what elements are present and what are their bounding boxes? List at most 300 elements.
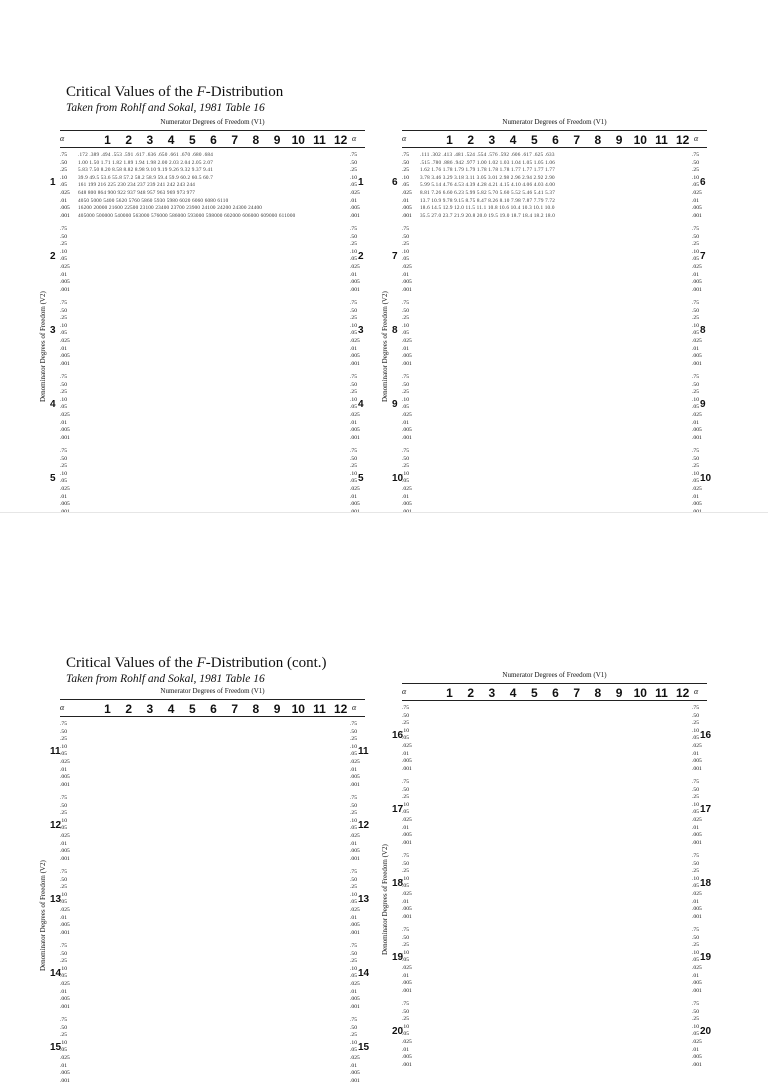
alpha-column [402,927,418,995]
alpha-value: .001 [350,212,360,219]
df-group-14 [50,943,370,1013]
alpha-value: .05 [402,478,409,485]
alpha-value: .025 [692,890,702,897]
column-header-v1-3: 3 [488,133,496,147]
column-header-v1-1: 1 [104,702,111,716]
table-row: 16200 20000 21600 22500 23100 23400 23700 23900 24100 24200 24300 24400 [78,205,263,212]
denominator-df-7: 7 [392,251,398,262]
alpha-value: .50 [402,159,409,166]
alpha-value: .025 [60,263,70,270]
alpha-value: .01 [692,750,699,757]
column-header-v1-4: 4 [167,702,175,716]
alpha-value: .75 [692,1001,699,1007]
alpha-value: .025 [350,189,360,196]
column-header-v1-11: 11 [655,133,668,147]
alpha-value: .10 [60,743,67,750]
alpha-value: .001 [402,987,412,994]
df-group-5 [50,448,365,518]
alpha-value: .025 [60,337,70,344]
alpha-value: .01 [350,493,357,500]
alpha-value: .01 [350,345,357,352]
column-header-v1-6: 6 [210,133,217,147]
alpha-value: .01 [350,988,357,995]
alpha-value: .10 [692,949,699,956]
alpha-value: .05 [402,182,409,189]
denominator-df-11: 11 [358,746,369,757]
alpha-value: .05 [402,1031,409,1038]
alpha-value: .50 [60,159,67,166]
column-header-v1-9: 9 [615,686,623,700]
alpha-value: .10 [402,875,409,882]
alpha-value: .25 [692,315,699,322]
alpha-value: .10 [692,875,699,882]
alpha-value: .001 [350,286,360,293]
denominator-df-10: 10 [392,473,404,484]
table-row: 13.7 10.9 9.78 9.15 8.75 8.47 8.26 8.10 7.98 7.87 7.79 7.72 [420,197,556,204]
alpha-value: .005 [350,848,360,855]
column-header-v1-6: 6 [552,686,559,700]
alpha-value: .01 [402,419,409,426]
alpha-value: .001 [402,360,412,367]
alpha-value: .75 [60,721,67,727]
alpha-value: .005 [692,427,702,434]
alpha-value: .005 [60,922,70,929]
alpha-value: .75 [402,152,409,158]
alpha-value: .10 [402,248,409,255]
alpha-value: .75 [350,300,357,306]
alpha-value: .001 [350,1077,360,1084]
alpha-value: .75 [692,374,699,380]
alpha-value: .025 [402,263,412,270]
alpha-value: .50 [402,860,409,867]
alpha-value: .001 [60,781,70,788]
alpha-value: .025 [350,263,360,270]
alpha-value: .005 [60,205,70,212]
table-row: 35.5 27.0 23.7 21.9 20.8 20.0 19.5 19.0 18.7 18.4 18.2 18.0 [420,212,556,219]
alpha-value: .001 [350,1003,360,1010]
alpha-value: .25 [350,389,357,396]
column-header-v1-12: 12 [676,686,690,700]
alpha-value: .50 [350,159,357,166]
denominator-df-3: 3 [358,325,364,336]
alpha-value: .01 [350,840,357,847]
column-header-row [402,686,707,700]
alpha-column [60,869,76,937]
alpha-value: .75 [60,1017,67,1023]
alpha-value: .025 [350,980,360,987]
denominator-df-20: 20 [392,1026,404,1037]
column-header-v1-6: 6 [552,133,559,147]
table-page-top [0,0,768,515]
alpha-value: .50 [692,159,699,166]
alpha-column [60,795,76,863]
alpha-value: .25 [350,463,357,470]
table-rule [60,716,365,717]
alpha-value: .001 [692,434,702,441]
alpha-column [402,853,418,921]
alpha-value: .25 [60,241,67,248]
table-rule [402,130,707,131]
alpha-value: .75 [350,795,357,801]
table-rule [402,700,707,701]
alpha-value: .005 [60,774,70,781]
alpha-value: .50 [402,233,409,240]
table-row: .515 .780 .886 .942 .977 1.00 1.02 1.03 1.04 1.05 1.05 1.06 [420,159,556,166]
alpha-value: .005 [60,848,70,855]
alpha-value: .50 [692,860,699,867]
alpha-header: α [402,134,407,143]
alpha-value: .005 [350,279,360,286]
column-header-v1-5: 5 [188,702,196,716]
table-row: 161 199 216 225 230 234 237 239 241 242 243 244 [78,182,196,189]
alpha-value: .05 [692,478,699,485]
alpha-value: .05 [692,182,699,189]
alpha-value: .25 [402,1016,409,1023]
page-title-cont: Critical Values of the F-Distribution (cont.) [66,655,327,671]
alpha-value: .10 [692,801,699,808]
denominator-df-18: 18 [392,878,404,889]
denominator-df-1: 1 [358,177,364,188]
alpha-value: .01 [60,840,67,847]
alpha-value: .01 [60,766,67,773]
alpha-value: .75 [692,152,699,158]
df-group-15 [50,1017,370,1087]
alpha-value: .005 [692,980,702,987]
alpha-value: .25 [402,868,409,875]
alpha-value: .75 [402,853,409,859]
alpha-value: .005 [350,774,360,781]
table-row: .172 .389 .494 .553 .591 .617 .636 .650 .661 .670 .680 .684 [78,152,214,158]
alpha-value: .025 [692,1038,702,1045]
alpha-value: .10 [692,248,699,255]
column-header-v1-11: 11 [313,133,326,147]
alpha-value: .025 [692,189,702,196]
alpha-value: .01 [350,1062,357,1069]
numerator-header: Numerator Degrees of Freedom (V1) [160,118,265,126]
alpha-value: .025 [402,485,412,492]
column-header-v1-9: 9 [273,133,281,147]
alpha-value: .001 [692,839,702,846]
alpha-value: .50 [402,381,409,388]
alpha-value: .05 [350,973,357,980]
alpha-value: .75 [692,705,699,711]
table-row: 405000 500000 540000 563000 576000 586000 593000 598000 602000 606000 609000 611000 [78,212,296,219]
alpha-column [402,779,418,847]
alpha-value: .05 [60,899,67,906]
denominator-df-18: 18 [700,878,712,889]
df-group-12 [50,795,370,865]
column-header-v1-4: 4 [509,686,517,700]
denominator-df-4: 4 [358,399,364,410]
alpha-value: .05 [402,809,409,816]
alpha-value: .025 [60,1054,70,1061]
alpha-value: .01 [350,197,357,204]
alpha-value: .25 [60,1032,67,1039]
alpha-column [402,226,418,294]
alpha-value: .01 [692,972,699,979]
alpha-value: .10 [350,174,357,181]
denominator-df-10: 10 [700,473,712,484]
alpha-value: .75 [350,374,357,380]
alpha-value: .50 [350,728,357,735]
alpha-value: .025 [60,832,70,839]
alpha-value: .05 [60,256,67,263]
alpha-value: .01 [402,1046,409,1053]
column-header-v1-8: 8 [594,133,602,147]
alpha-value: .01 [60,197,67,204]
alpha-value: .01 [692,898,699,905]
alpha-value: .75 [350,226,357,232]
alpha-value: .75 [692,927,699,933]
alpha-value: .001 [692,508,702,515]
alpha-value: .001 [692,765,702,772]
alpha-value: .50 [60,950,67,957]
table-row: 8.81 7.26 6.60 6.23 5.99 5.82 5.70 5.60 5.52 5.46 5.41 5.37 [420,189,556,196]
column-header-row [60,133,365,147]
alpha-value: .10 [402,174,409,181]
alpha-value: .25 [350,958,357,965]
alpha-value: .005 [692,279,702,286]
alpha-value: .50 [60,307,67,314]
table-row: 18.6 14.5 12.9 12.0 11.5 11.1 10.8 10.6 10.4 10.3 10.1 10.0 [420,205,555,212]
alpha-value: .75 [402,300,409,306]
alpha-value: .25 [60,810,67,817]
denominator-df-15: 15 [358,1042,370,1053]
alpha-value: .10 [350,1039,357,1046]
alpha-value: .10 [350,470,357,477]
alpha-value: .005 [402,353,412,360]
column-header-v1-3: 3 [488,686,496,700]
column-header-v1-7: 7 [231,133,239,147]
alpha-value: .005 [402,427,412,434]
value-block [420,152,690,220]
alpha-value: .05 [402,330,409,337]
alpha-header: α [60,703,65,712]
alpha-value: .005 [692,205,702,212]
alpha-column [402,374,418,442]
alpha-value: .025 [402,189,412,196]
alpha-value: .01 [692,1046,699,1053]
alpha-value: .025 [60,758,70,765]
page-title: Critical Values of the F-Distribution [66,84,284,100]
column-header-v1-2: 2 [467,133,475,147]
alpha-value: .001 [402,508,412,515]
alpha-value: .75 [60,448,67,454]
alpha-value: .05 [692,1031,699,1038]
table-row: 5.83 7.50 8.20 8.58 8.82 8.98 9.10 9.19 9.26 9.32 9.37 9.41 [78,167,214,174]
alpha-value: .01 [350,914,357,921]
column-header-v1-5: 5 [530,133,538,147]
alpha-value: .10 [350,891,357,898]
alpha-value: .10 [402,322,409,329]
alpha-value: .50 [350,233,357,240]
table-rule [402,683,707,684]
alpha-value: .001 [692,1061,702,1068]
alpha-value: .001 [350,434,360,441]
alpha-value: .01 [402,750,409,757]
table-rule [402,147,707,148]
table-rule [60,130,365,131]
alpha-value: .75 [60,300,67,306]
alpha-value: .025 [402,411,412,418]
alpha-value: .10 [402,396,409,403]
alpha-value: .005 [350,427,360,434]
column-header-v1-9: 9 [273,702,281,716]
alpha-value: .10 [350,322,357,329]
alpha-value: .50 [402,934,409,941]
df-group-9 [392,374,707,444]
alpha-value: .001 [60,855,70,862]
alpha-value: .005 [402,279,412,286]
alpha-value: .025 [60,189,70,196]
alpha-header: α [60,134,65,143]
alpha-value: .75 [60,869,67,875]
table-row: 39.9 49.5 53.6 55.8 57.2 58.2 58.9 59.4 59.9 60.2 60.5 60.7 [78,174,214,181]
alpha-value: .75 [402,1001,409,1007]
denominator-df-11: 11 [50,746,61,757]
alpha-value: .005 [350,1070,360,1077]
alpha-value: .005 [692,501,702,508]
alpha-value: .50 [402,307,409,314]
alpha-value: .05 [402,256,409,263]
alpha-value: .01 [60,1062,67,1069]
alpha-value: .01 [350,271,357,278]
alpha-header-right: α [694,134,699,143]
alpha-value: .50 [692,786,699,793]
alpha-value: .25 [692,241,699,248]
alpha-value: .025 [692,485,702,492]
alpha-value: .05 [60,825,67,832]
alpha-value: .025 [60,485,70,492]
alpha-value: .50 [350,455,357,462]
alpha-value: .05 [350,182,357,189]
alpha-value: .005 [60,501,70,508]
table-row: 648 800 864 900 922 937 948 957 963 969 973 977 [78,189,196,196]
alpha-value: .50 [350,802,357,809]
alpha-value: .05 [402,404,409,411]
table-row: 5.99 5.14 4.76 4.53 4.39 4.28 4.21 4.15 4.10 4.06 4.03 4.00 [420,182,556,189]
alpha-value: .01 [402,824,409,831]
alpha-value: .001 [60,1003,70,1010]
alpha-column [402,705,418,773]
denominator-df-2: 2 [50,251,56,262]
alpha-value: .25 [402,167,409,174]
column-header-v1-12: 12 [676,133,690,147]
column-header-v1-7: 7 [231,702,239,716]
alpha-value: .10 [692,396,699,403]
alpha-value: .25 [350,241,357,248]
alpha-value: .025 [60,980,70,987]
alpha-header-right: α [352,703,357,712]
alpha-value: .25 [402,720,409,727]
numerator-header: Numerator Degrees of Freedom (V1) [502,671,607,679]
df-group-3 [50,300,365,370]
alpha-value: .50 [350,381,357,388]
alpha-value: .005 [350,922,360,929]
alpha-value: .10 [60,1039,67,1046]
denominator-df-17: 17 [392,804,404,815]
alpha-value: .005 [402,758,412,765]
alpha-value: .75 [692,779,699,785]
alpha-value: .50 [60,233,67,240]
alpha-value: .01 [60,271,67,278]
alpha-value: .025 [692,263,702,270]
alpha-value: .001 [350,508,360,515]
table-row: .111 .302 .413 .481 .524 .554 .576 .592 .606 .617 .625 .633 [420,152,555,158]
alpha-value: .25 [60,389,67,396]
alpha-value: .01 [692,493,699,500]
alpha-value: .01 [692,197,699,204]
alpha-value: .005 [402,980,412,987]
alpha-value: .001 [402,913,412,920]
column-header-v1-8: 8 [252,133,260,147]
column-header-v1-4: 4 [509,133,517,147]
alpha-value: .001 [402,839,412,846]
table-row: 1.62 1.76 1.78 1.79 1.79 1.78 1.78 1.78 1.77 1.77 1.77 1.77 [420,167,556,174]
alpha-value: .25 [402,942,409,949]
alpha-value: .10 [350,248,357,255]
table-page-bottom [0,512,768,1084]
alpha-value: .50 [692,934,699,941]
alpha-value: .25 [402,315,409,322]
alpha-value: .005 [60,996,70,1003]
alpha-value: .50 [692,455,699,462]
alpha-value: .01 [692,419,699,426]
alpha-value: .10 [60,470,67,477]
denominator-df-15: 15 [50,1042,62,1053]
alpha-value: .025 [402,742,412,749]
alpha-value: .25 [350,736,357,743]
column-header-v1-5: 5 [530,686,538,700]
alpha-value: .001 [60,434,70,441]
alpha-value: .05 [692,883,699,890]
alpha-value: .05 [350,751,357,758]
alpha-value: .001 [692,212,702,219]
alpha-value: .75 [350,721,357,727]
denominator-df-3: 3 [50,325,56,336]
alpha-value: .01 [402,898,409,905]
alpha-value: .005 [402,205,412,212]
alpha-value: .025 [350,411,360,418]
alpha-value: .75 [402,448,409,454]
alpha-value: .05 [60,182,67,189]
alpha-header: α [402,687,407,696]
alpha-value: .75 [350,869,357,875]
alpha-value: .05 [692,809,699,816]
page-subtitle: Taken from Rohlf and Sokal, 1981 Table 16 [66,102,265,114]
alpha-value: .25 [60,958,67,965]
table-row: 1.00 1.50 1.71 1.82 1.89 1.94 1.98 2.00 2.03 2.04 2.05 2.07 [78,159,214,166]
alpha-value: .10 [60,817,67,824]
column-header-v1-2: 2 [125,133,133,147]
column-header-v1-8: 8 [594,686,602,700]
df-group-20 [392,1001,712,1071]
denominator-df-17: 17 [700,804,712,815]
alpha-value: .005 [402,906,412,913]
alpha-value: .025 [350,832,360,839]
alpha-value: .50 [402,455,409,462]
column-header-v1-11: 11 [313,702,326,716]
column-header-v1-4: 4 [167,133,175,147]
alpha-value: .75 [350,448,357,454]
alpha-value: .10 [692,174,699,181]
denominator-df-14: 14 [50,968,62,979]
alpha-value: .25 [692,720,699,727]
alpha-value: .75 [692,226,699,232]
column-header-v1-10: 10 [633,686,647,700]
alpha-value: .05 [350,899,357,906]
alpha-column [60,300,76,368]
